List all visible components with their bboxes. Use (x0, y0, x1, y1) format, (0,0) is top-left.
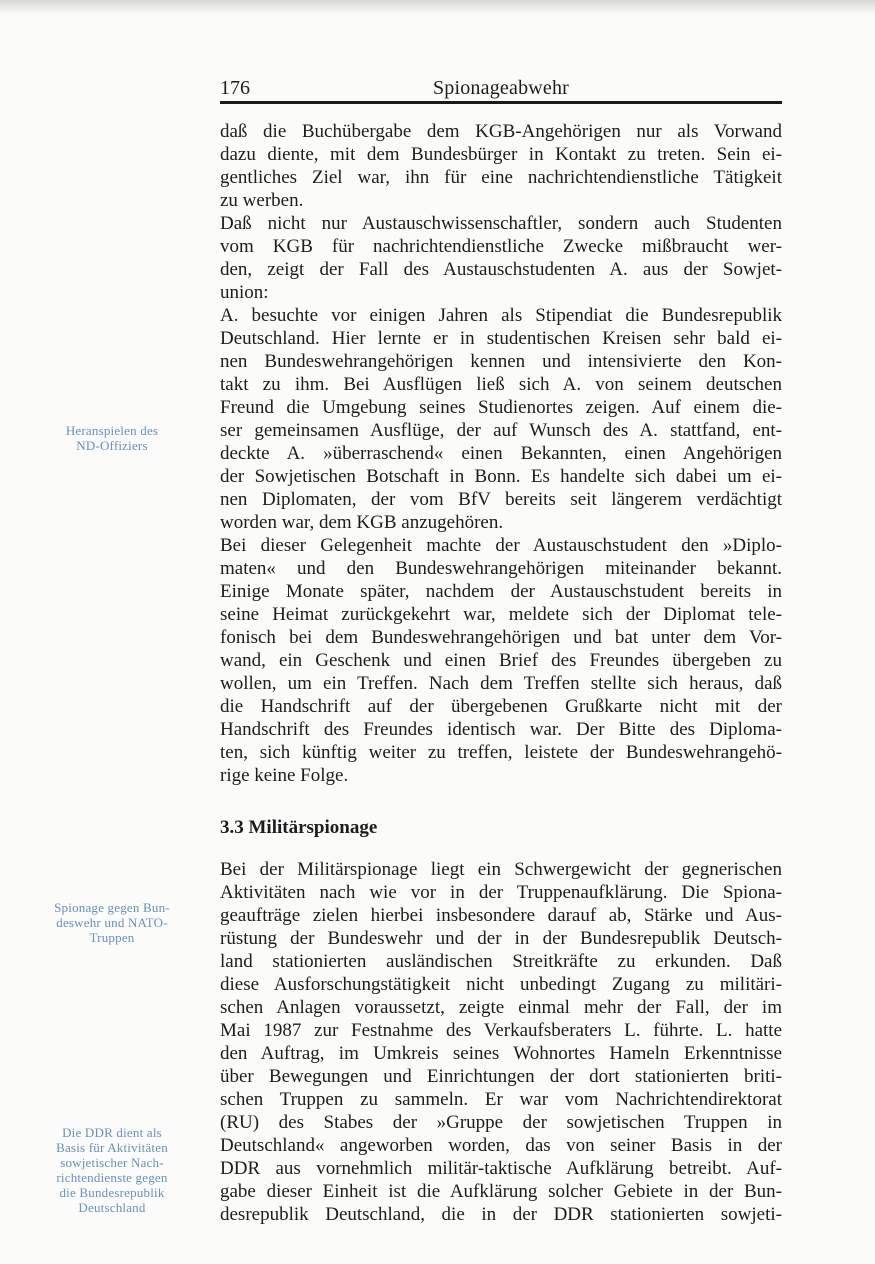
paragraph-3 (220, 304, 782, 534)
text-line: Mai 1987 zur Festnahme des Verkaufsberaters L. führte. L. hatte (220, 1020, 782, 1041)
paragraph-5 (220, 858, 782, 1226)
text-line: worden war, dem KGB anzugehören. (220, 512, 504, 533)
text-line: DDR aus vornehmlich militär-taktische Aufklärung betreibt. Auf- (220, 1158, 782, 1179)
margin-note-line: die Bundesrepublik (59, 1185, 165, 1200)
margin-note-line: ND-Offiziers (76, 438, 148, 453)
margin-note-line: Die DDR dient als (62, 1125, 162, 1140)
text-line: über Bewegungen und Einrichtungen der dort stationierten briti- (220, 1066, 782, 1087)
scan-edge (0, 0, 875, 14)
text-line: daß die Buchübergabe dem KGB-Angehörigen nur als Vorwand (220, 121, 782, 142)
text-line: takt zu ihm. Bei Ausflügen ließ sich A. von seinem deutschen (220, 374, 782, 395)
text-line: zu werben. (220, 190, 304, 211)
margin-note-line: Truppen (89, 930, 135, 945)
text-line: A. besuchte vor einigen Jahren als Stipendiat die Bundesrepublik (220, 305, 782, 326)
text-line: Einige Monate später, nachdem der Austauschstudent bereits in (220, 581, 782, 602)
paragraph-1 (220, 120, 782, 212)
text-line: desrepublik Deutschland, die in der DDR stationierten sowjeti- (220, 1204, 782, 1225)
section-heading: 3.3 Militärspionage (220, 817, 378, 838)
text-line: der Sowjetischen Botschaft in Bonn. Es handelte sich dabei um ei- (220, 466, 782, 487)
text-line: maten« und den Bundeswehrangehörigen miteinander bekannt. (220, 558, 782, 579)
text-line: Deutschland. Hier lernte er in studentischen Kreisen sehr bald ei- (220, 328, 782, 349)
text-line: den, zeigt der Fall des Austauschstudenten A. aus der Sowjet- (220, 259, 782, 280)
text-line: Daß nicht nur Austauschwissenschaftler, sondern auch Studenten (220, 213, 782, 234)
margin-note-line: Deutschland (78, 1200, 146, 1215)
page-number: 176 (220, 77, 250, 99)
text-line: rüstung der Bundeswehr und der in der Bundesrepublik Deutsch- (220, 928, 782, 949)
running-title: Spionageabwehr (432, 77, 570, 99)
text-line: schen Anlagen voraussetzt, zeigte einmal mehr der Fall, der im (220, 997, 782, 1018)
text-line: vom KGB für nachrichtendienstliche Zwecke mißbraucht wer- (220, 236, 782, 257)
margin-note-line: Heranspielen des (65, 423, 159, 438)
text-line: (RU) des Stabes der »Gruppe der sowjetischen Truppen in (220, 1112, 782, 1133)
text-line: diese Ausforschungstätigkeit nicht unbedingt Zugang zu militäri- (220, 974, 782, 995)
text-line: fonisch bei dem Bundeswehrangehörigen und bat unter dem Vor- (220, 627, 782, 648)
margin-note-line: Basis für Aktivitäten (56, 1140, 168, 1155)
text-line: Bei der Militärspionage liegt ein Schwergewicht der gegnerischen (220, 859, 782, 880)
page-header (220, 74, 782, 102)
text-line: gabe dieser Einheit ist die Aufklärung solcher Gebiete in der Bun- (220, 1181, 782, 1202)
text-line: Deutschland« angeworben worden, das von seiner Basis in der (220, 1135, 782, 1156)
text-line: deckte A. »überraschend« einen Bekannten, einen Angehörigen (220, 443, 782, 464)
margin-note-line: deswehr und NATO- (56, 915, 168, 930)
text-line: Bei dieser Gelegenheit machte der Austauschstudent den »Diplo- (220, 535, 782, 556)
text-line: schen Truppen zu sammeln. Er war vom Nachrichtendirektorat (220, 1089, 782, 1110)
text-line: Freund die Umgebung seines Studienortes zeigen. Auf einem die- (220, 397, 782, 418)
text-line: den Auftrag, im Umkreis seines Wohnortes Hameln Erkenntnisse (220, 1043, 782, 1064)
paragraph-2 (220, 212, 782, 304)
text-line: land stationierten ausländischen Streitkräfte zu erkunden. Daß (220, 951, 782, 972)
text-line: die Handschrift auf der übergebenen Grußkarte nicht mit der (220, 696, 782, 717)
text-line: ten, sich künftig weiter zu treffen, leistete der Bundeswehrangehö- (220, 742, 782, 763)
text-line: nen Bundeswehrangehörigen kennen und intensivierte den Kon- (220, 351, 782, 372)
margin-note-line: richtendienste gegen (56, 1170, 168, 1185)
paragraph-4 (220, 534, 782, 787)
margin-note-2 (26, 900, 198, 945)
text-line: geaufträge zielen hierbei insbesondere darauf ab, Stärke und Aus- (220, 905, 782, 926)
text-line: wollen, um ein Treffen. Nach dem Treffen stellte sich heraus, daß (220, 673, 782, 694)
margin-note-1 (26, 423, 198, 453)
text-line: nen Diplomaten, der vom BfV bereits seit längerem verdächtigt (220, 489, 782, 510)
text-line: Handschrift des Freundes identisch war. Der Bitte des Diploma- (220, 719, 782, 740)
text-line: seine Heimat zurückgekehrt war, meldete sich der Diplomat tele- (220, 604, 782, 625)
text-line: gentliches Ziel war, ihn für eine nachrichtendienstliche Tätigkeit (220, 167, 782, 188)
margin-note-3 (26, 1125, 198, 1215)
text-line: union: (220, 282, 269, 303)
text-line: dazu diente, mit dem Bundesbürger in Kontakt zu treten. Sein ei- (220, 144, 782, 165)
text-line: rige keine Folge. (220, 765, 349, 786)
margin-note-line: Spionage gegen Bun- (54, 900, 170, 915)
header-rule (220, 101, 782, 104)
text-line: wand, ein Geschenk und einen Brief des Freundes übergeben zu (220, 650, 782, 671)
text-line: ser gemeinsamen Ausflüge, der auf Wunsch des A. stattfand, ent- (220, 420, 782, 441)
text-line: Aktivitäten nach wie vor in der Truppenaufklärung. Die Spiona- (220, 882, 782, 903)
margin-note-line: sowjetischer Nach- (60, 1155, 164, 1170)
